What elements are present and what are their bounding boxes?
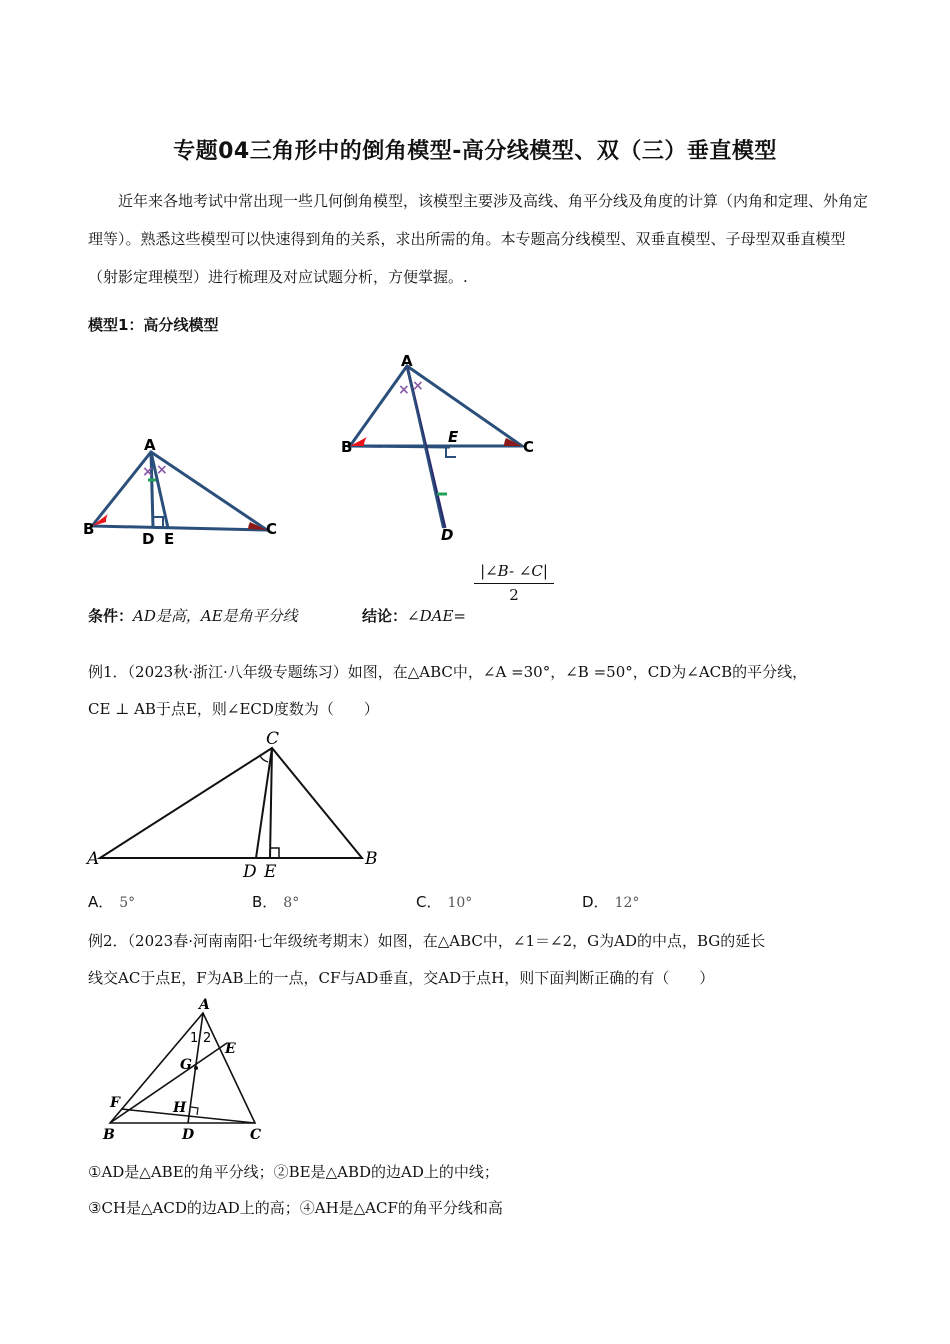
fig1-label-c: C: [266, 520, 278, 538]
example1-line2: CE ⊥ AB于点E，则∠ECD度数为（ ）: [88, 700, 379, 718]
option-c-label: C．: [416, 893, 442, 911]
fraction-denominator: 2: [509, 586, 519, 604]
model1-figure-1: [80, 430, 290, 550]
example2-statement2: ③CH是△ACD的边AD上的高；④AH是△ACF的角平分线和高: [88, 1199, 503, 1217]
example1-line1: 例1．（2023秋·浙江·八年级专题练习）如图，在△ABC中，∠A =30°，∠B =50°，CD为∠ACB的平分线，: [88, 663, 808, 681]
fig2-label-d: D: [441, 526, 454, 544]
ex1-right-angle-mark: [270, 848, 279, 858]
condition-label: 条件：: [88, 607, 134, 625]
option-a[interactable]: [88, 891, 135, 912]
condition-line: [88, 605, 298, 626]
ex2-label-f: F: [110, 1095, 120, 1111]
option-b[interactable]: [252, 891, 299, 912]
fig1-bisect-mark-1: ×: [142, 464, 154, 480]
ex2-label-c: C: [250, 1127, 262, 1143]
page-title: 专题04三角形中的倒角模型-高分线模型、双（三）垂直模型: [173, 139, 777, 164]
ex1-label-b: B: [365, 849, 378, 869]
fig2-label-c: C: [523, 438, 535, 456]
model1-figure-2: [340, 350, 550, 545]
option-b-value: 8°: [283, 895, 300, 911]
fig1-label-d: D: [142, 530, 155, 548]
ex1-angle-mark: [260, 756, 268, 762]
condition-text: AD是高，AE是角平分线: [133, 607, 298, 625]
conclusion-label: 结论：: [362, 607, 408, 625]
fig2-label-e: E: [448, 428, 459, 446]
fig1-label-b: B: [83, 520, 95, 538]
fig2-bisect-mark-2: ×: [412, 378, 424, 394]
ex1-label-c: C: [266, 729, 280, 749]
example2-figure: [95, 995, 275, 1145]
conclusion-fraction: [474, 562, 554, 604]
fig1-bisect-mark-2: ×: [156, 462, 168, 478]
ex2-label-b: B: [103, 1127, 115, 1143]
ex2-label-d: D: [182, 1127, 195, 1143]
fig1-triangle: [92, 452, 267, 530]
fig2-bisect-mark-1: ×: [398, 382, 410, 398]
ex1-label-a: A: [87, 849, 100, 869]
ex2-right-angle-mark: [191, 1107, 198, 1115]
example2-line1: 例2．（2023春·河南南阳·七年级统考期末）如图，在△ABC中，∠1＝∠2，G为AD的中点，BG的延长: [88, 932, 766, 950]
option-b-label: B．: [252, 893, 278, 911]
option-a-label: A．: [88, 893, 114, 911]
example2-statement1: ①AD是△ABE的角平分线；②BE是△ABD的边AD上的中线；: [88, 1163, 499, 1181]
fraction-numerator: |∠B- ∠C|: [474, 562, 554, 584]
ex1-label-e: E: [264, 862, 277, 882]
option-d-label: D．: [582, 893, 609, 911]
model1-heading: 模型1：高分线模型: [88, 316, 219, 334]
ex1-triangle: [100, 748, 362, 858]
ex2-label-h: H: [173, 1100, 187, 1116]
ex2-label-1: 1: [190, 1031, 199, 1046]
fig1-label-e: E: [164, 530, 175, 548]
option-c[interactable]: [416, 891, 472, 912]
fig2-right-angle-mark: [446, 447, 456, 457]
ex2-point-g: [194, 1066, 198, 1070]
fig2-triangle: [350, 366, 522, 446]
option-c-value: 10°: [447, 895, 473, 911]
option-d[interactable]: [582, 891, 639, 912]
fig2-label-b: B: [341, 438, 353, 456]
conclusion-text: ∠DAE=: [407, 607, 466, 625]
ex1-label-d: D: [243, 862, 257, 882]
option-d-value: 12°: [614, 895, 640, 911]
ex2-label-e: E: [225, 1041, 236, 1057]
ex2-label-a: A: [199, 997, 210, 1013]
fig1-right-angle-mark: [153, 517, 163, 527]
option-a-value: 5°: [119, 895, 136, 911]
fig1-label-a: A: [144, 436, 156, 454]
example1-figure: [80, 722, 390, 887]
example2-line2: 线交AC于点E，F为AB上的一点，CF与AD垂直，交AD于点H，则下面判断正确的有（ ）: [88, 969, 715, 987]
fig2-label-a: A: [401, 352, 413, 370]
fig2-base-extension: [350, 446, 450, 447]
ex2-label-2: 2: [203, 1031, 212, 1046]
ex2-label-g: G: [180, 1057, 192, 1073]
conclusion-line: [362, 605, 466, 626]
intro-paragraph: 近年来各地考试中常出现一些几何倒角模型，该模型主要涉及高线、角平分线及角度的计算（内角和定理、外角定理等）。熟悉这些模型可以快速得到角的关系，求出所需的角。本专题高分线模型、双垂直模型、子母型双垂直模型（射影定理模型）进行梳理及对应试题分析，方便掌握。.: [88, 192, 869, 286]
